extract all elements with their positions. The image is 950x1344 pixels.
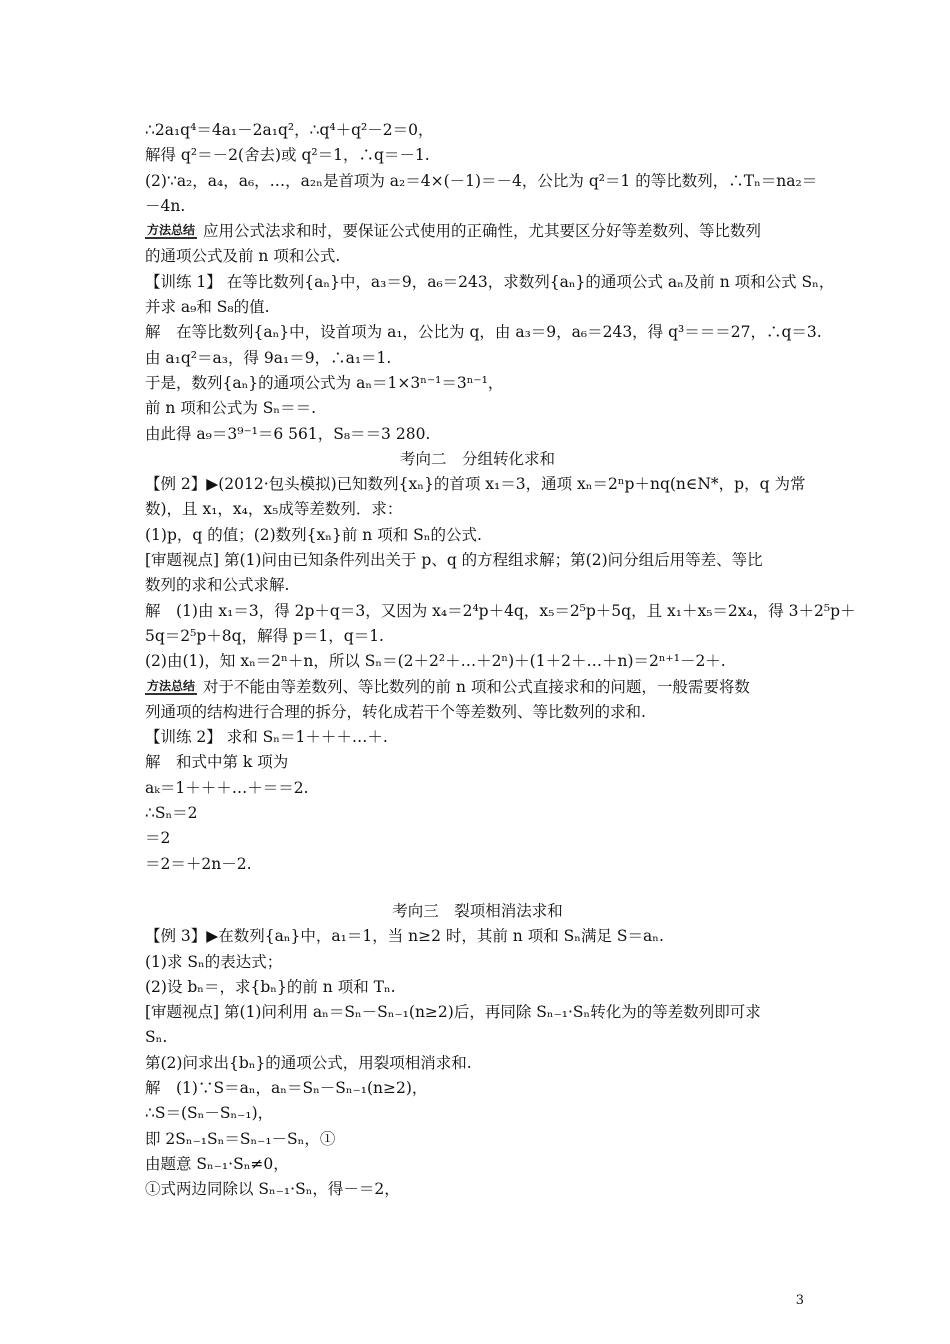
line-text: 由此得 a₉＝3⁹⁻¹＝6 561，S₈＝＝3 280. xyxy=(145,424,431,443)
text-line xyxy=(145,548,810,573)
line-text: 对于不能由等差数列、等比数列的前 n 项和公式直接求和的问题，一般需要将数 xyxy=(203,677,750,696)
line-text: ∴2a₁q⁴＝4a₁－2a₁q²，∴q⁴＋q²－2＝0， xyxy=(145,121,434,139)
text-line xyxy=(145,599,856,624)
text-line xyxy=(145,1127,810,1152)
line-text: ∴S＝(Sₙ－Sₙ₋₁)， xyxy=(145,1104,274,1123)
text-line xyxy=(145,244,810,269)
text-line xyxy=(145,523,810,548)
text-line xyxy=(145,1051,810,1076)
section-heading xyxy=(145,899,810,924)
section-heading xyxy=(145,447,810,472)
line-text: [审题视点] 第(1)问利用 aₙ＝Sₙ－Sₙ₋₁(n≥2)后，再同除 Sₙ₋₁·Sₙ转化为的等差数列即可求 xyxy=(145,1003,761,1022)
text-line xyxy=(145,1000,810,1025)
line-text: ＝2 xyxy=(145,829,171,848)
line-text: 【训练 2】 求和 Sₙ＝1＋＋＋…＋. xyxy=(145,728,388,747)
text-line xyxy=(145,924,810,949)
line-text: (1)p，q 的值；(2)数列{xₙ}前 n 项和 Sₙ的公式. xyxy=(145,525,482,544)
page-number: 3 xyxy=(795,1293,804,1308)
text-line xyxy=(145,1152,810,1177)
line-text: 数)，且 x₁，x₄，x₅成等差数列．求： xyxy=(145,500,403,519)
line-text: 【训练 1】 在等比数列{aₙ}中，a₃＝9，a₆＝243，求数列{aₙ}的通项公式 aₙ及前 n 项和公式 Sₙ， xyxy=(145,272,835,291)
line-text: Sₙ. xyxy=(145,1028,168,1047)
line-text: 考向三 裂项相消法求和 xyxy=(392,901,563,920)
line-text: 解 (1)由 x₁＝3，得 2p＋q＝3，又因为 x₄＝2⁴p＋4q，x₅＝2⁵p＋5q，且 x₁＋x₅＝2x₄，得 3＋2⁵p＋ xyxy=(145,601,856,620)
text-line xyxy=(145,801,810,826)
line-text: 解得 q²＝－2(舍去)或 q²＝1，∴q＝－1. xyxy=(145,146,430,165)
text-line xyxy=(145,573,810,598)
line-text: (1)求 Sₙ的表达式； xyxy=(145,952,283,971)
line-text: 解 和式中第 k 项为 xyxy=(145,753,289,772)
text-line xyxy=(145,472,810,497)
line-text: 由 a₁q²＝a₃，得 9a₁＝9，∴a₁＝1. xyxy=(145,348,392,367)
text-line xyxy=(145,675,810,700)
text-line xyxy=(145,776,810,801)
text-line xyxy=(145,649,810,674)
method-summary-tag: 方法总结 xyxy=(147,678,196,693)
line-text: 的通项公式及前 n 项和公式. xyxy=(145,247,341,266)
text-line xyxy=(145,1177,810,1202)
line-text: 即 2Sₙ₋₁Sₙ＝Sₙ₋₁－Sₙ，① xyxy=(145,1129,336,1148)
text-line xyxy=(145,750,810,775)
text-line xyxy=(145,725,810,750)
line-text: 列通项的结构进行合理的拆分，转化成若干个等差数列、等比数列的求和. xyxy=(145,702,646,721)
line-text: 【例 2】▶(2012·包头模拟)已知数列{xₙ}的首项 x₁＝3，通项 xₙ＝2ⁿp＋nq(n∈N*，p，q 为常 xyxy=(145,475,806,494)
text-line xyxy=(145,194,810,219)
line-text: 解 在等比数列{aₙ}中，设首项为 a₁，公比为 q，由 a₃＝9，a₆＝243，得 q³＝＝＝27，∴q＝3. xyxy=(145,323,822,342)
text-line xyxy=(145,295,810,320)
line-text: aₖ＝1＋＋＋…＋＝＝2. xyxy=(145,778,309,797)
line-text: 数列的求和公式求解. xyxy=(145,576,290,595)
text-line xyxy=(145,396,810,421)
text-line xyxy=(145,422,810,447)
text-line xyxy=(145,950,810,975)
line-text: (2)由(1)，知 xₙ＝2ⁿ＋n，所以 Sₙ＝(2＋2²＋…＋2ⁿ)＋(1＋2＋…＋n)＝2ⁿ⁺¹－2＋. xyxy=(145,652,726,671)
text-line xyxy=(145,371,810,396)
line-text: －4n. xyxy=(145,196,186,215)
text-line xyxy=(145,118,810,143)
text-line xyxy=(145,143,810,168)
text-line xyxy=(145,270,835,295)
line-text: 于是，数列{aₙ}的通项公式为 aₙ＝1×3ⁿ⁻¹＝3ⁿ⁻¹， xyxy=(145,373,504,392)
line-text: ①式两边同除以 Sₙ₋₁·Sₙ，得－＝2， xyxy=(145,1180,400,1199)
text-line xyxy=(145,700,810,725)
blank-gap xyxy=(145,877,810,899)
line-text: 应用公式法求和时，要保证公式使用的正确性，尤其要区分好等差数列、等比数列 xyxy=(203,222,762,241)
text-line xyxy=(145,852,810,877)
text-line xyxy=(145,169,818,194)
line-text: 第(2)问求出{bₙ}的通项公式，用裂项相消求和. xyxy=(145,1053,472,1072)
line-text: [审题视点] 第(1)问由已知条件列出关于 p、q 的方程组求解；第(2)问分组后用等差、等比 xyxy=(145,551,763,570)
text-line xyxy=(145,1101,810,1126)
text-line xyxy=(145,1025,810,1050)
text-line xyxy=(145,624,810,649)
document-body xyxy=(145,118,856,1202)
line-text: 考向二 分组转化求和 xyxy=(399,449,555,468)
method-summary-tag: 方法总结 xyxy=(147,223,196,238)
line-text: 由题意 Sₙ₋₁·Sₙ≠0， xyxy=(145,1154,289,1173)
line-text: 前 n 项和公式为 Sₙ＝＝. xyxy=(145,399,317,418)
text-line xyxy=(145,320,822,345)
line-text: 并求 a₉和 S₈的值. xyxy=(145,298,270,317)
line-text: (2)设 bₙ＝，求{bₙ}的前 n 项和 Tₙ. xyxy=(145,977,396,996)
text-line xyxy=(145,826,810,851)
text-line xyxy=(145,346,810,371)
text-line xyxy=(145,497,810,522)
text-line xyxy=(145,1076,810,1101)
line-text: ∴Sₙ＝2 xyxy=(145,804,198,823)
line-text: ＝2＝＋2n－2. xyxy=(145,854,252,873)
line-text: (2)∵a₂，a₄，a₆，…，a₂ₙ是首项为 a₂＝4×(－1)＝－4，公比为 q²＝1 的等比数列，∴Tₙ＝na₂＝ xyxy=(145,171,818,190)
line-text: 解 (1)∵S＝aₙ，aₙ＝Sₙ－Sₙ₋₁(n≥2)， xyxy=(145,1078,428,1097)
line-text: 【例 3】▶在数列{aₙ}中，a₁＝1，当 n≥2 时，其前 n 项和 Sₙ满足 S＝aₙ. xyxy=(145,927,664,946)
line-text: 5q＝2⁵p＋8q，解得 p＝1，q＝1. xyxy=(145,626,384,645)
text-line xyxy=(145,219,810,244)
text-line xyxy=(145,975,810,1000)
